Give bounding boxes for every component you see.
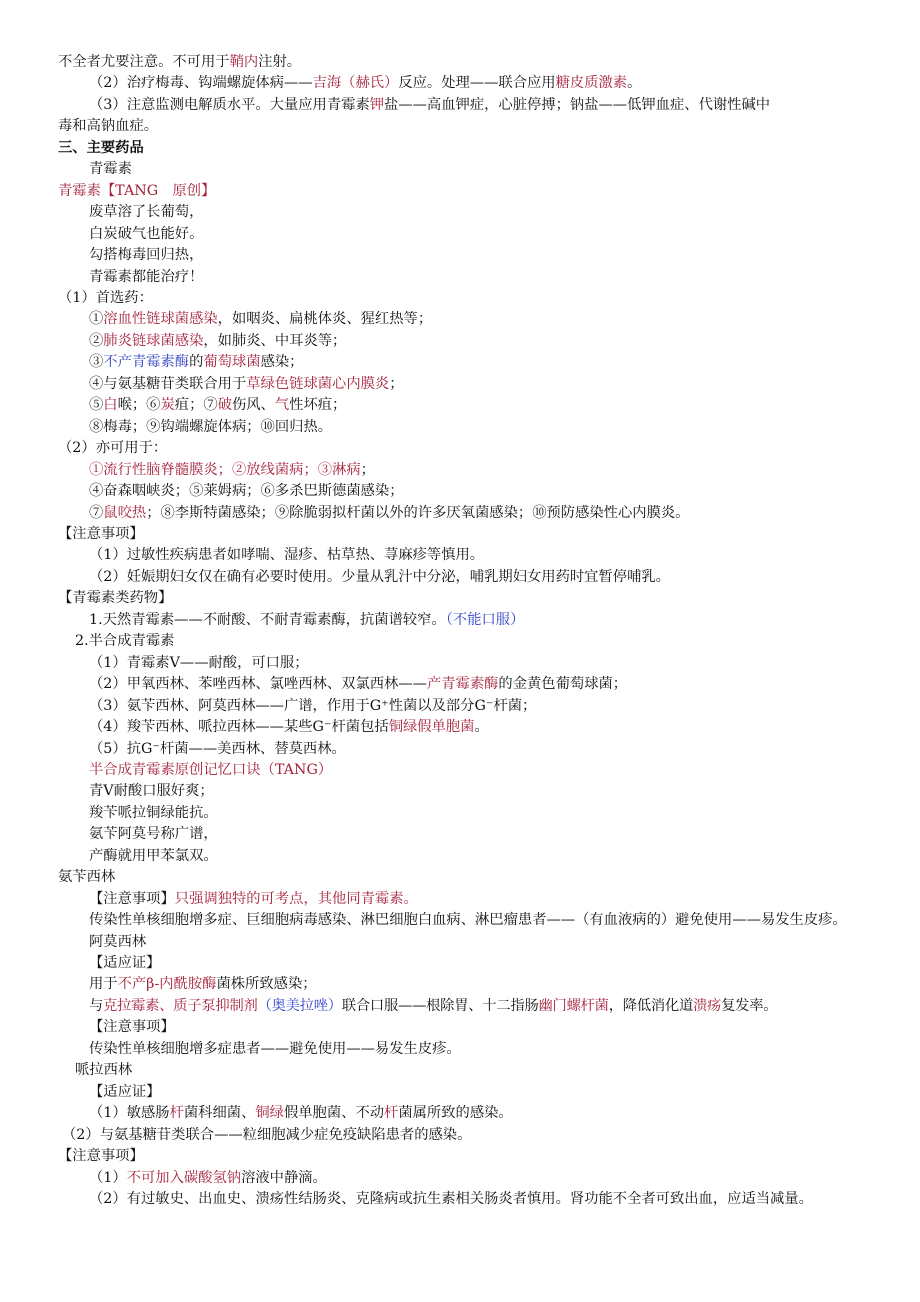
- paragraph: 与克拉霉素、质子泵抑制剂（奥美拉唑）联合口服——根除胃、十二指肠幽门螺杆菌，降低消化道溃疡复发率。: [89, 997, 778, 1014]
- mnemonic-line: 废草溶了长葡萄，: [89, 204, 204, 221]
- list-item: （1）青霉素Ⅴ——耐酸，可口服；: [89, 654, 309, 671]
- paragraph: 用于不产β-内酰胺酶菌株所致感染；: [89, 976, 317, 993]
- indications-heading: 【适应证】: [89, 955, 161, 972]
- list-item: ⑤白喉；⑥炭疽；⑦破伤风、气性坏疽；: [89, 397, 347, 414]
- text-line: 不全者尤要注意。不可用于鞘内注射。: [58, 54, 302, 70]
- list-item: ④与氨基糖苷类联合用于草绿色链球菌心内膜炎；: [89, 375, 404, 392]
- note-item: （1）过敏性疾病患者如哮喘、湿疹、枯草热、荨麻疹等慎用。: [89, 547, 485, 564]
- list-item: ①溶血性链球菌感染，如咽炎、扁桃体炎、猩红热等；: [89, 311, 433, 328]
- drug-title: 氨苄西林: [58, 869, 116, 886]
- indications-heading: 【适应证】: [89, 1083, 161, 1100]
- list-item: （1）敏感肠杆菌科细菌、铜绿假单胞菌、不动杆菌属所致的感染。: [89, 1105, 513, 1122]
- class-heading: 【青霉素类药物】: [58, 590, 173, 607]
- mnemonic-line: 白炭破气也能好。: [89, 225, 204, 242]
- mnemonic-line: 产酶就用甲苯氯双。: [89, 847, 218, 864]
- drug-title: 阿莫西林: [89, 933, 147, 950]
- list-item: ④奋森咽峡炎；⑤莱姆病；⑥多杀巴斯德菌感染；: [89, 483, 404, 500]
- list-item: （4）羧苄西林、哌拉西林——某些G⁻杆菌包括铜绿假单胞菌。: [89, 719, 489, 736]
- section-heading: 三、主要药品: [58, 139, 144, 156]
- subheading: （2）亦可用于：: [58, 440, 168, 457]
- list-item: （3）氨苄西林、阿莫西林——广谱，作用于G⁺性菌以及部分G⁻杆菌；: [89, 697, 537, 714]
- paragraph: 传染性单核细胞增多症、巨细胞病毒感染、淋巴细胞白血病、淋巴瘤患者——（有血液病的）避免使用——易发生皮疹。: [89, 912, 847, 929]
- mnemonic-title: 青霉素【TANG 原创】: [58, 182, 216, 199]
- notes-heading: 【注意事项】: [58, 525, 144, 542]
- notes-heading: 【注意事项】只强调独特的可考点，其他同青霉素。: [89, 890, 418, 907]
- mnemonic-title: 半合成青霉素原创记忆口诀（TANG）: [89, 761, 333, 778]
- list-item: （2）甲氧西林、苯唑西林、氯唑西林、双氯西林——产青霉素酶的金黄色葡萄球菌；: [89, 676, 628, 693]
- list-item: ⑦鼠咬热；⑧李斯特菌感染；⑨除脆弱拟杆菌以外的许多厌氧菌感染；⑩预防感染性心内膜炎。: [89, 504, 690, 521]
- mnemonic-line: 氨苄阿莫号称广谱，: [89, 826, 218, 843]
- list-item: ①流行性脑脊髓膜炎；②放线菌病；③淋病；: [89, 461, 375, 478]
- subheading: （1）首选药：: [58, 289, 153, 306]
- note-item: （2）妊娠期妇女仅在确有必要时使用。少量从乳汁中分泌，哺乳期妇女用药时宜暂停哺乳。: [89, 568, 670, 585]
- mnemonic-line: 青霉素都能治疗！: [89, 268, 204, 285]
- text-line: （2）治疗梅毒、钩端螺旋体病——吉海（赫氏）反应。处理——联合应用糖皮质激素。: [89, 75, 642, 92]
- note-item: （2）有过敏史、出血史、溃疡性结肠炎、克隆病或抗生素相关肠炎者慎用。肾功能不全者可致出血，应适当减量。: [89, 1191, 813, 1208]
- drug-title: 青霉素: [89, 161, 132, 178]
- list-item: （5）抗G⁻杆菌——美西林、替莫西林。: [89, 740, 346, 757]
- list-item: ②肺炎链球菌感染，如肺炎、中耳炎等；: [89, 332, 347, 349]
- text-line: 毒和高钠血症。: [58, 118, 159, 135]
- notes-heading: 【注意事项】: [58, 1148, 144, 1165]
- list-item: 1.天然青霉素——不耐酸、不耐青霉素酶，抗菌谱较窄。（不能口服）: [89, 611, 525, 628]
- mnemonic-line: 勾搭梅毒回归热，: [89, 247, 204, 264]
- mnemonic-line: 青Ⅴ耐酸口服好爽；: [89, 783, 214, 800]
- list-item: ⑧梅毒；⑨钩端螺旋体病；⑩回归热。: [89, 418, 333, 435]
- notes-heading: 【注意事项】: [89, 1019, 175, 1036]
- note-item: （1）不可加入碳酸氢钠溶液中静滴。: [89, 1169, 327, 1186]
- list-item: 2.半合成青霉素: [75, 633, 175, 650]
- list-item: ③不产青霉素酶的葡萄球菌感染；: [89, 354, 304, 371]
- drug-title: 哌拉西林: [75, 1062, 133, 1079]
- mnemonic-line: 羧苄哌拉铜绿能抗。: [89, 804, 218, 821]
- list-item: （2）与氨基糖苷类联合——粒细胞减少症免疫缺陷患者的感染。: [62, 1126, 472, 1143]
- text-line: （3）注意监测电解质水平。大量应用青霉素钾盐——高血钾症，心脏停搏；钠盐——低钾血症、代谢性碱中: [89, 96, 771, 113]
- paragraph: 传染性单核细胞增多症患者——避免使用——易发生皮疹。: [89, 1040, 461, 1057]
